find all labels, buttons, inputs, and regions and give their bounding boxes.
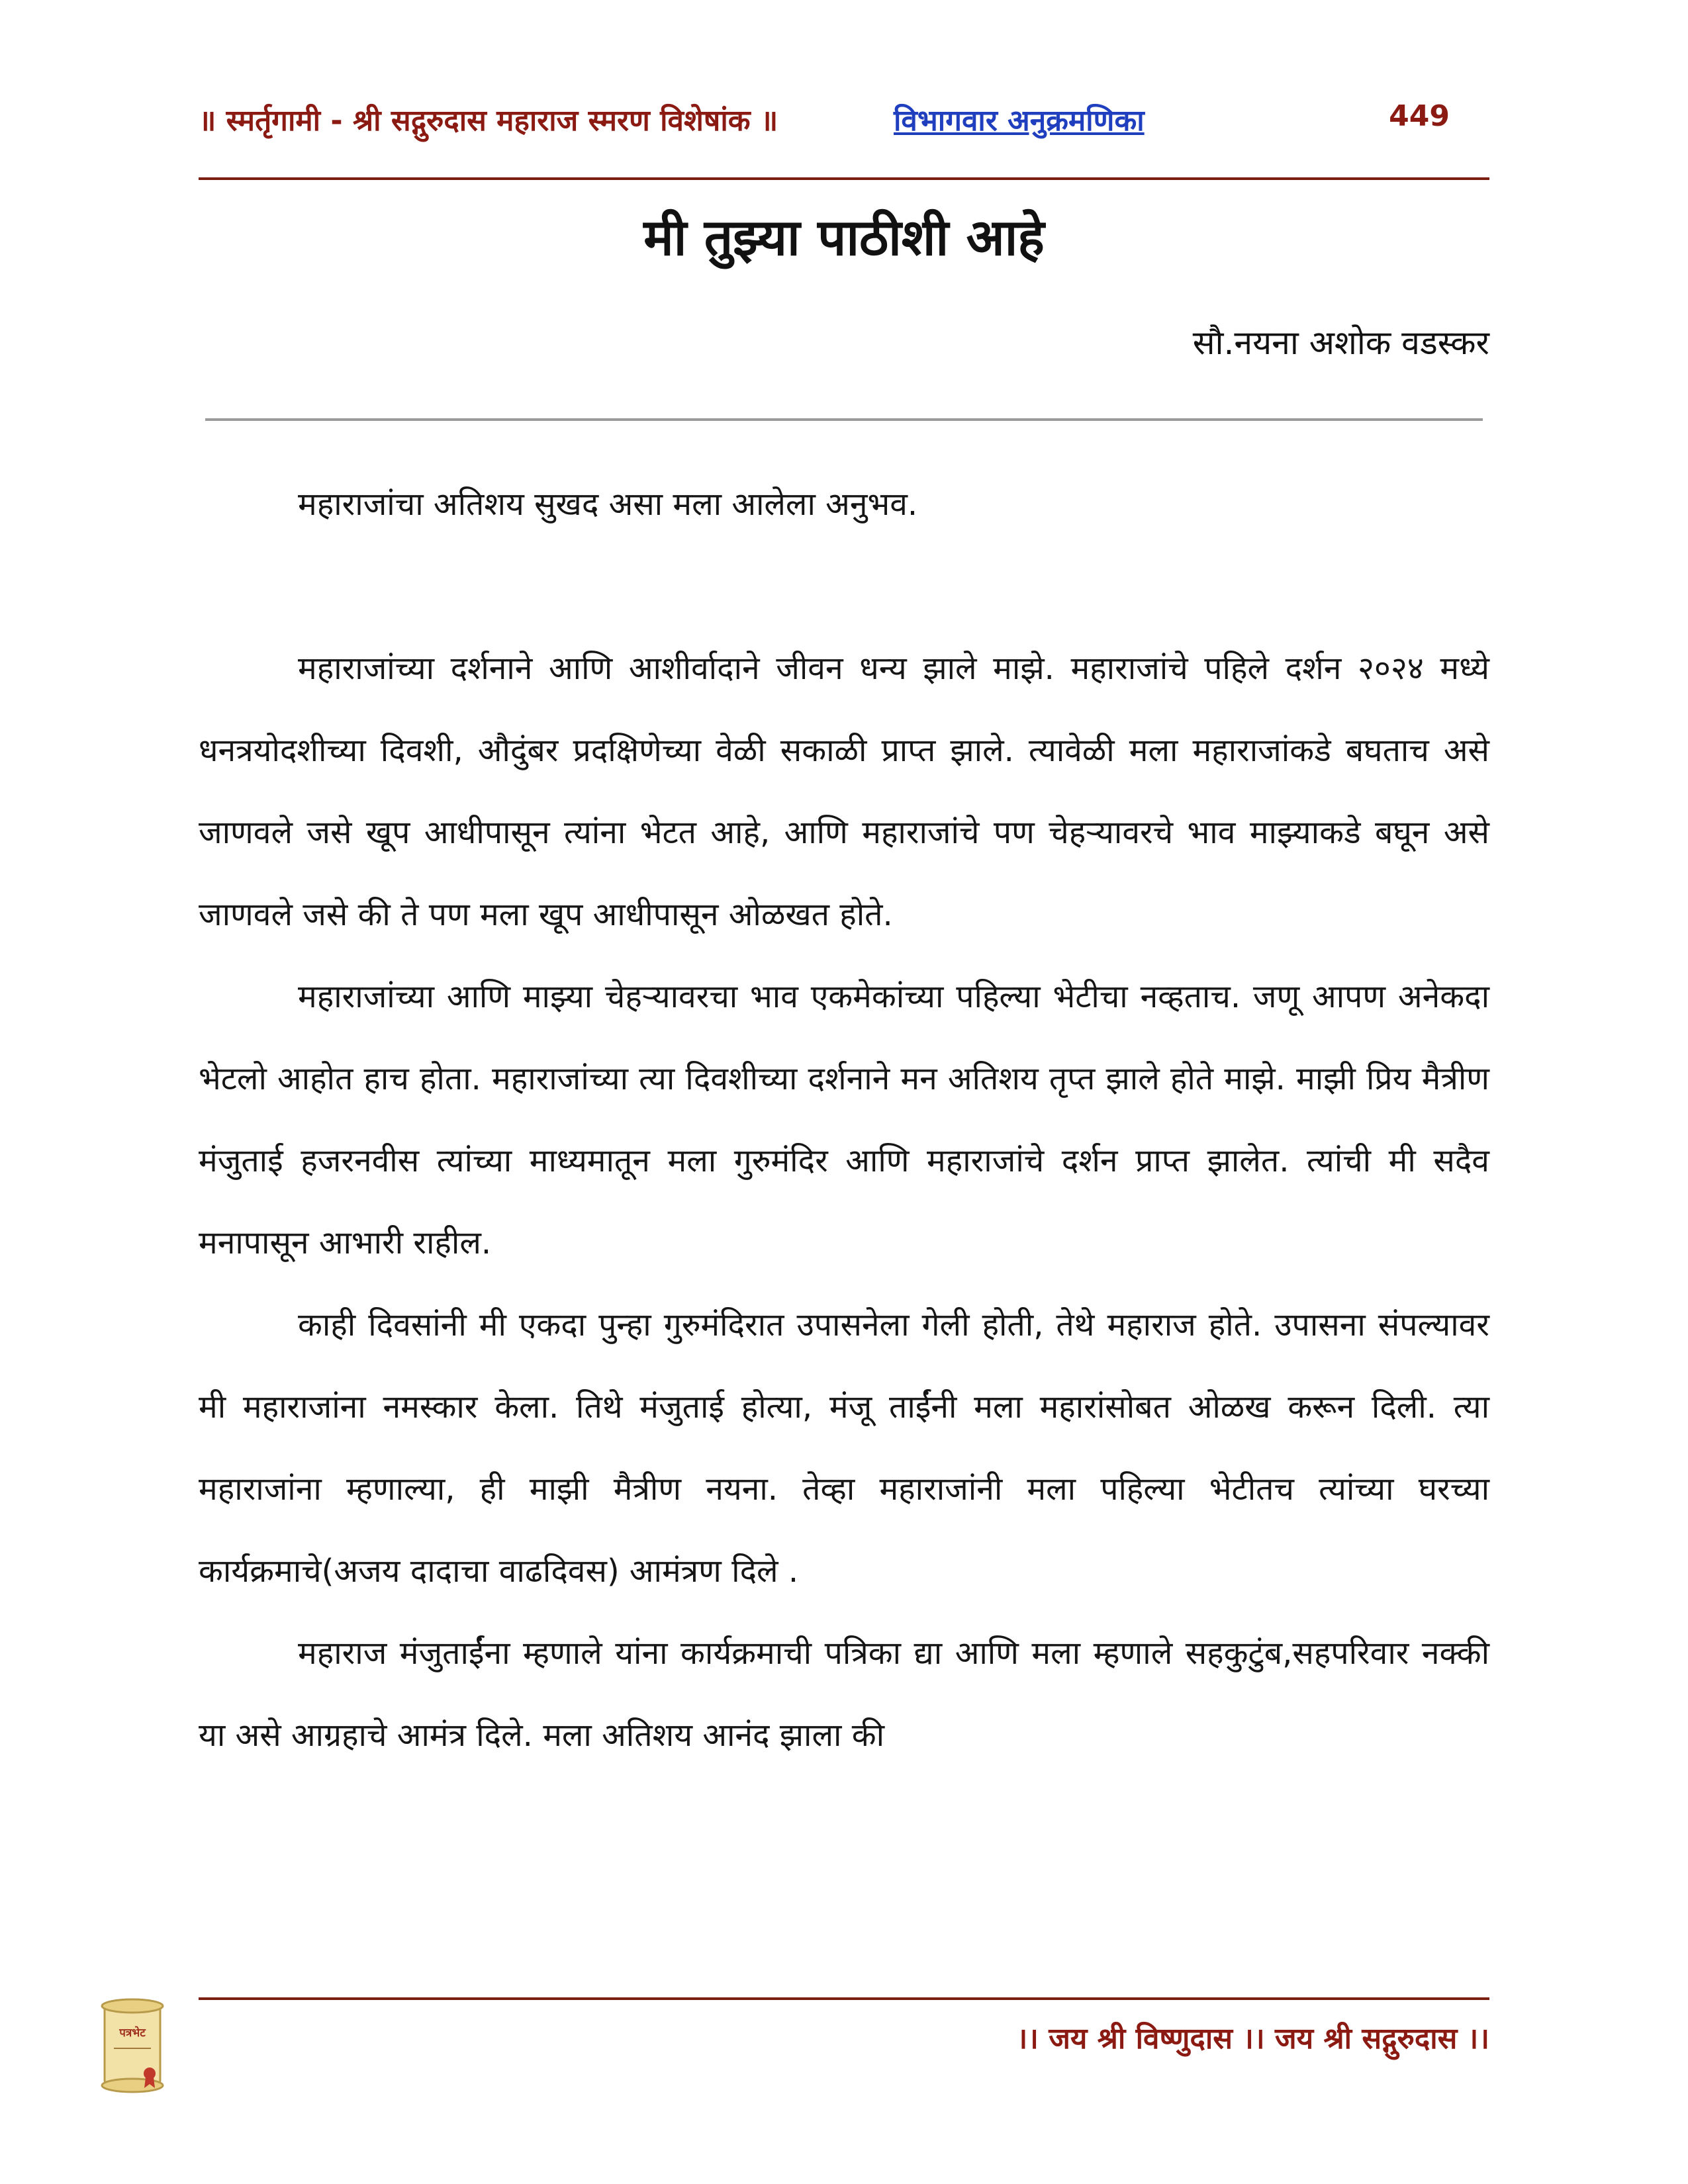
footer-text: ।। जय श्री विष्णुदास ।। जय श्री सद्गुरुदास ।। (1016, 2022, 1489, 2056)
page-number: 449 (1389, 99, 1450, 133)
paragraph-intro: महाराजांचा अतिशय सुखद असा मला आलेला अनुभव. (298, 486, 918, 523)
magazine-title: ॥ स्मर्तृगामी - श्री सद्गुरुदास महाराज स्मरण विशेषांक ॥ (199, 104, 778, 138)
paragraph: महाराजांच्या दर्शनाने आणि आशीर्वादाने जीवन धन्य झाले माझे. महाराजांचे पहिले दर्शन २०२४ मध्ये धनत्रयोदशीच्या दिवशी, औदुंबर प्रदक्षिणेच्या वेळी सकाळी प्राप्त झाले. त्यावेळी मला महाराजांकडे बघताच असे जाणवले जसे खूप आधीपासून त्यांना भेटत आहे, आणि महाराजांचे पण चेहऱ्यावरचे भाव माझ्याकडे बघून असे जाणवले जसे की ते पण मला खूप आधीपासून ओळखत होते. (199, 650, 1489, 933)
paragraph: महाराजांच्या आणि माझ्या चेहऱ्यावरचा भाव एकमेकांच्या पहिल्या भेटीचा नव्हताच. जणू आपण अनेकदा भेटलो आहोत हाच होता. महाराजांच्या त्या दिवशीच्या दर्शनाने मन अतिशय तृप्त झाले होते माझे. माझी प्रिय मैत्रीण मंजुताई हजरनवीस त्यांच्या माध्यमातून मला गुरुमंदिर आणि महाराजांचे दर्शन प्राप्त झालेत. त्यांची मी सदैव मनापासून आभारी राहील. (199, 978, 1489, 1261)
article-body (199, 463, 1489, 1776)
page-header (199, 99, 1489, 152)
patrabhet-logo-icon (93, 1995, 172, 2098)
author-divider (205, 418, 1483, 421)
index-link[interactable]: विभागवार अनुक्रमणिका (894, 104, 1145, 138)
footer-divider (199, 1997, 1489, 2000)
paragraph: महाराज मंजुताईंना म्हणाले यांना कार्यक्रमाची पत्रिका द्या आणि मला म्हणाले सहकुटुंब,सहपरिवार नक्की या असे आग्रहाचे आमंत्र दिले. मला अतिशय आनंद झाला की (199, 1635, 1489, 1754)
article-author: सौ.नयना अशोक वडस्कर (1192, 324, 1489, 362)
paragraph: काही दिवसांनी मी एकदा पुन्हा गुरुमंदिरात उपासनेला गेली होती, तेथे महाराज होते. उपासना संपल्यावर मी महाराजांना नमस्कार केला. तिथे मंजुताई होत्या, मंजू ताईंनी मला महारांसोबत ओळख करून दिली. त्या महाराजांना म्हणाल्या, ही माझी मैत्रीण नयना. तेव्हा महाराजांनी मला पहिल्या भेटीतच त्यांच्या घरच्या कार्यक्रमाचे(अजय दादाचा वाढदिवस) आमंत्रण दिले . (199, 1306, 1489, 1590)
article-title: मी तुझ्या पाठीशी आहे (643, 208, 1045, 267)
header-divider (199, 177, 1489, 180)
logo-label: पत्रभेट (119, 2026, 146, 2040)
